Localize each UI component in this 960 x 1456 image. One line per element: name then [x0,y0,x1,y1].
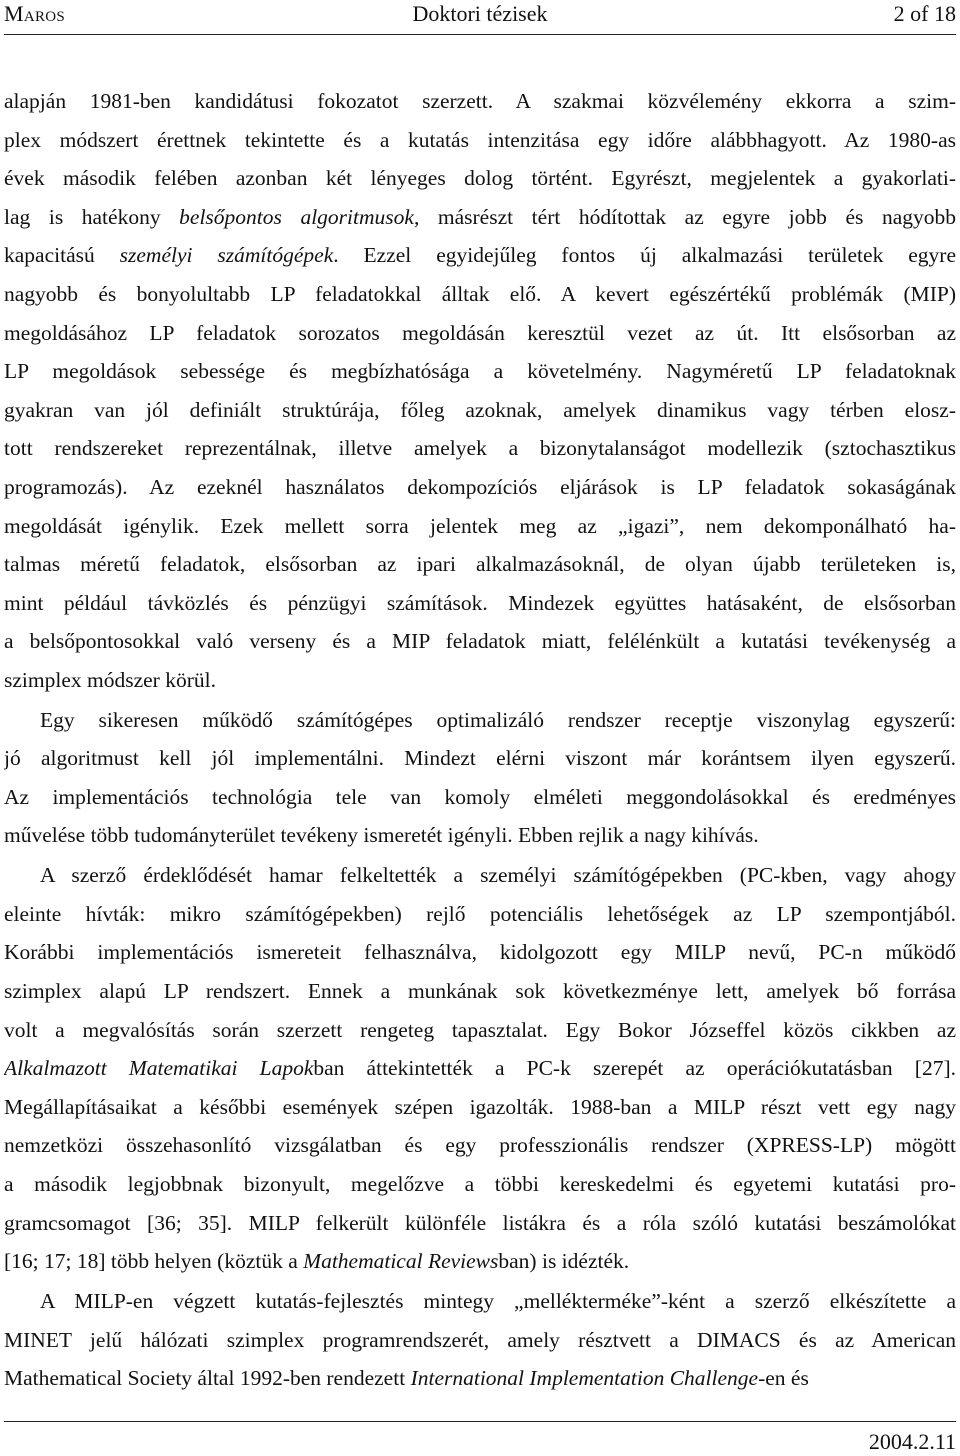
running-header [4,0,956,28]
text-line [4,1282,956,1321]
text-segment: Egy sikeresen működő számítógépes optimalizáló rendszer receptje viszonylag egyszerű: [40,707,956,732]
text-line [4,1011,956,1050]
italic-text: személyi számítógépek [119,243,334,268]
text-segment: kapacitású [4,243,120,268]
text-segment: tott rendszereket reprezentálnak, illetve amelyek a bizonytalanságot modellezik (sztochasztikus [4,436,956,461]
text-line [4,275,956,314]
text-segment: A MILP-en végzett kutatás-fejlesztés mintegy „mellékterméke”-ként a szerző elkészítette a [40,1288,956,1313]
text-line [4,1126,956,1165]
text-line [4,1088,956,1127]
text-segment: évek második felében azonban két lényeges dolog történt. Egyrészt, megjelentek a gyakorlati- [4,166,956,191]
text-line [4,391,956,430]
text-line [4,972,956,1011]
text-line [4,159,956,198]
text-segment: . Ezzel egyidejűleg fontos új alkalmazási területek egyre [333,243,956,268]
text-segment: megoldásához LP feladatok sorozatos megoldásán keresztül vezet az út. Itt elsősorban az [4,320,956,345]
text-line [4,429,956,468]
text-segment: ban áttekintették a PC-k szerepét az operációkutatásban [27]. [313,1056,956,1081]
text-line [4,661,956,700]
italic-text: International Implementation Challenge [410,1366,759,1391]
text-segment: MINET jelű hálózati szimplex programrendszerét, amely résztvett a DIMACS és az American [4,1327,956,1352]
text-line [4,1049,956,1088]
text-segment: mint például távközlés és pénzügyi számítások. Mindezek együttes hatásaként, de elsősorban [4,590,956,615]
text-segment: lag is hatékony [4,204,180,229]
text-line [4,1242,956,1281]
text-segment: gyakran van jól definiált struktúrája, főleg azoknak, amelyek dinamikus vagy térben elosz- [4,397,956,422]
footer-date: 2004.2.11 [868,1429,956,1454]
italic-text: Alkalmazott Matematikai Lapok [4,1056,314,1081]
text-segment: nemzetközi összehasonlító vizsgálatban és egy professzionális rendszer (XPRESS-LP) mögött [4,1133,956,1158]
header-page-number: 2 of 18 [893,1,956,26]
text-line [4,545,956,584]
text-segment: Megállapításaikat a későbbi események szépen igazolták. 1988-ban a MILP részt vett egy nagy [4,1094,956,1119]
header-rule [4,34,956,35]
text-line [4,314,956,353]
text-segment: gramcsomagot [36; 35]. MILP felkerült különféle listákra és a róla szóló kutatási beszámolókat [4,1210,956,1235]
header-title: Doktori tézisek [412,1,548,26]
text-line [4,121,956,160]
text-segment: szimplex alapú LP rendszert. Ennek a munkának sok következménye lett, amelyek bő forrása [4,979,956,1004]
text-segment: Korábbi implementációs ismereteit felhasználva, kidolgozott egy MILP nevű, PC-n működő [4,940,956,965]
body-text [4,82,956,1398]
text-segment: Az implementációs technológia tele van komoly elméleti meggondolásokkal és eredményes [4,784,956,809]
text-segment: jó algoritmust kell jól implementálni. Mindezt elérni viszont már korántsem ilyen egyszerű. [4,746,956,771]
text-line [4,507,956,546]
text-segment: megoldását igénylik. Ezek mellett sorra jelentek meg az „igazi”, nem dekomponálható ha- [4,513,956,538]
text-line [4,1204,956,1243]
text-segment: volt a megvalósítás során szerzett rengeteg tapasztalat. Egy Bokor Józseffel közös cikkben az [4,1017,956,1042]
text-segment: [16; 17; 18] több helyen (köztük a [4,1249,304,1274]
italic-text: belsőpontos algoritmusok [179,204,414,229]
text-segment: LP megoldások sebessége és megbízhatósága a követelmény. Nagyméretű LP feladatoknak [4,359,956,384]
text-line [4,701,956,740]
text-segment: , másrészt tért hódítottak az egyre jobb és nagyobb [413,204,956,229]
text-segment: szimplex módszer körül. [4,667,216,692]
text-line [4,352,956,391]
text-segment: programozás). Az ezeknél használatos dekompozíciós eljárások is LP feladatok sokaságának [4,474,956,499]
text-line [4,856,956,895]
text-segment: a belsőpontosokkal való verseny és a MIP feladatok miatt, felélénkült a kutatási tevékenység a [4,629,956,654]
header-author: Maros [4,1,66,26]
footer-rule [4,1421,956,1422]
text-segment: ban) is idézték. [498,1249,630,1274]
text-line [4,236,956,275]
text-line [4,584,956,623]
text-line [4,198,956,237]
text-segment: a második legjobbnak bizonyult, megelőzve a többi kereskedelmi és egyetemi kutatási pro- [4,1172,956,1196]
text-line [4,1321,956,1360]
text-line [4,1165,956,1204]
text-line [4,778,956,817]
text-segment: alapján 1981-ben kandidátusi fokozatot szerzett. A szakmai közvélemény ekkorra a szim- [4,89,956,113]
text-segment: plex módszert érettnek tekintette és a kutatás intenzitása egy időre alábbhagyott. Az 1980-as [4,127,956,152]
text-line [4,895,956,934]
text-line [4,739,956,778]
italic-text: Mathematical Reviews [303,1249,499,1274]
text-line [4,622,956,661]
text-segment: nagyobb és bonyolultabb LP feladatokkal álltak elő. A kevert egészértékű problémák (MIP) [4,281,956,306]
text-line [4,468,956,507]
text-line [4,933,956,972]
text-segment: eleinte hívták: mikro számítógépekben) rejlő potenciális lehetőségek az LP szempontjából. [4,901,956,926]
text-segment: -en és [758,1366,809,1391]
text-segment: talmas méretű feladatok, elsősorban az ipari alkalmazásoknál, de olyan újabb területeken is, [4,552,956,577]
text-segment: A szerző érdeklődését hamar felkeltették a személyi számítógépekben (PC-kben, vagy ahogy [40,863,956,888]
text-line [4,1359,956,1398]
text-segment: művelése több tudományterület tevékeny ismeretét igényli. Ebben rejlik a nagy kihívás. [4,823,759,848]
text-segment: Mathematical Society által 1992-ben rendezett [4,1366,411,1391]
text-line [4,82,956,121]
text-line [4,816,956,855]
